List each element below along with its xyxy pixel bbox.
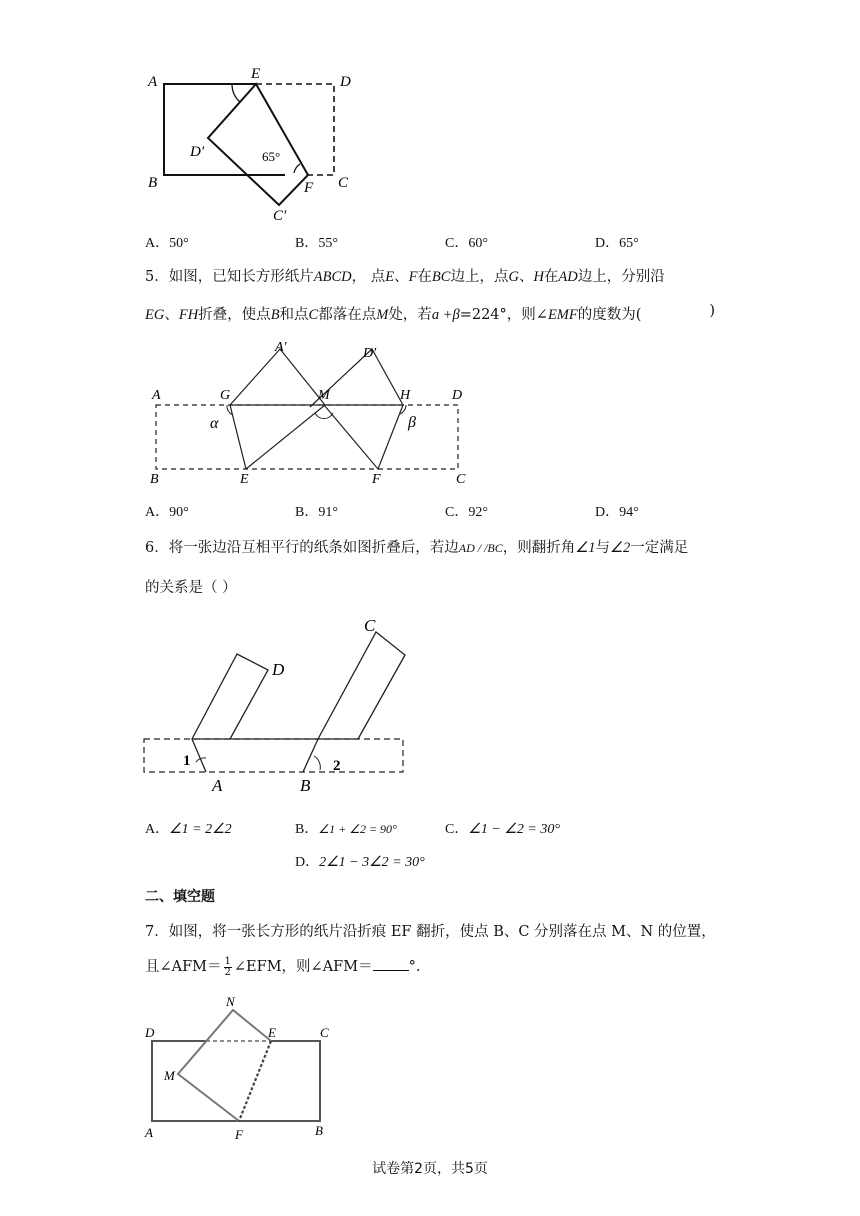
q5-stem-line2: EG、FH折叠，使点B和点C都落在点M处，若a +β=224°，则∠EMF的度数为( ) (145, 303, 715, 323)
q4-label-F: F (304, 180, 314, 196)
q5-label-A: A (152, 388, 161, 403)
q5-option-b[interactable]: B．91° (295, 505, 338, 520)
q6-label-D: D (272, 660, 285, 679)
q7-label-N: N (226, 994, 235, 1009)
q7-label-D: D (145, 1025, 155, 1040)
q7-label-A: A (145, 1125, 153, 1140)
q5-label-C: C (456, 472, 466, 487)
q6-label-B: B (300, 776, 311, 795)
q4-option-c[interactable]: C．60° (445, 236, 488, 251)
q5-label-E: E (240, 472, 249, 487)
q5-label-B: B (150, 472, 159, 487)
q6-option-a[interactable]: A．∠1 = 2∠2 (145, 822, 232, 837)
q7-figure (140, 990, 340, 1145)
q6-option-d[interactable]: D．2∠1 − 3∠2 = 30° (295, 855, 425, 870)
q7-label-F: F (235, 1127, 243, 1142)
q4-label-D: D (340, 74, 351, 90)
q5-label-H: H (400, 388, 411, 403)
q4-angle-label: 65° (262, 149, 281, 164)
q4-label-E: E (251, 66, 261, 82)
q4-figure (140, 60, 370, 230)
q4-option-a[interactable]: A．50° (145, 236, 189, 251)
q4-label-A: A (148, 74, 158, 90)
q5-label-M: M (318, 388, 330, 403)
q6-option-b[interactable]: B．∠1 + ∠2 = 90° (295, 822, 397, 837)
q7-answer-blank[interactable] (373, 958, 409, 971)
q7-fraction: $\frac{1}{2}$ (224, 955, 231, 978)
q4-label-Dp: D′ (190, 144, 205, 160)
section-title-fill-blank: 二、填空题 (145, 889, 215, 905)
q4-label-C: C (338, 175, 349, 191)
q5-label-alpha: α (210, 415, 219, 432)
page-footer: 试卷第2页，共5页 (372, 1161, 488, 1177)
q6-label-C: C (364, 616, 376, 635)
q6-label-2: 2 (333, 758, 341, 774)
q5-label-G: G (220, 388, 231, 403)
q6-figure (140, 612, 415, 797)
q4-label-Cp: C′ (273, 208, 287, 224)
q5-label-F: F (372, 472, 381, 487)
q7-stem-line2: 且∠AFM＝ $\frac{1}{2}$ ∠EFM，则∠AFM＝ °. (145, 955, 421, 978)
q7-label-E: E (268, 1025, 276, 1040)
q6-label-1: 1 (183, 753, 191, 769)
q7-label-B: B (315, 1123, 323, 1138)
q5-option-a[interactable]: A．90° (145, 505, 189, 520)
q7-label-C: C (320, 1025, 329, 1040)
q5-stem-line1: 5．如图，已知长方形纸片ABCD， 点E、F在BC边上，点G、H在AD边上，分别沿 (145, 269, 665, 285)
q5-label-Dp: D′ (363, 346, 377, 361)
q6-stem-line2: 的关系是（ ） (145, 580, 237, 596)
q5-label-Ap: A′ (275, 340, 287, 355)
q6-label-A: A (212, 776, 223, 795)
q5-option-c[interactable]: C．92° (445, 505, 488, 520)
q5-figure (140, 335, 480, 495)
q6-option-c[interactable]: C．∠1 − ∠2 = 30° (445, 822, 560, 837)
q4-label-B: B (148, 175, 158, 191)
q5-label-beta: β (408, 414, 416, 431)
q5-option-d[interactable]: D．94° (595, 505, 639, 520)
q6-stem-line1: 6．将一张边沿互相平行的纸条如图折叠后，若边AD / /BC，则翻折角∠1与∠2一定满足 (145, 540, 689, 556)
q7-label-M: M (164, 1068, 175, 1083)
q4-option-b[interactable]: B．55° (295, 236, 338, 251)
q4-option-d[interactable]: D．65° (595, 236, 639, 251)
q7-stem-line1: 7．如图，将一张长方形的纸片沿折痕 EF 翻折，使点 B、C 分别落在点 M、N 的位置， (145, 924, 716, 940)
q5-label-D: D (452, 388, 463, 403)
